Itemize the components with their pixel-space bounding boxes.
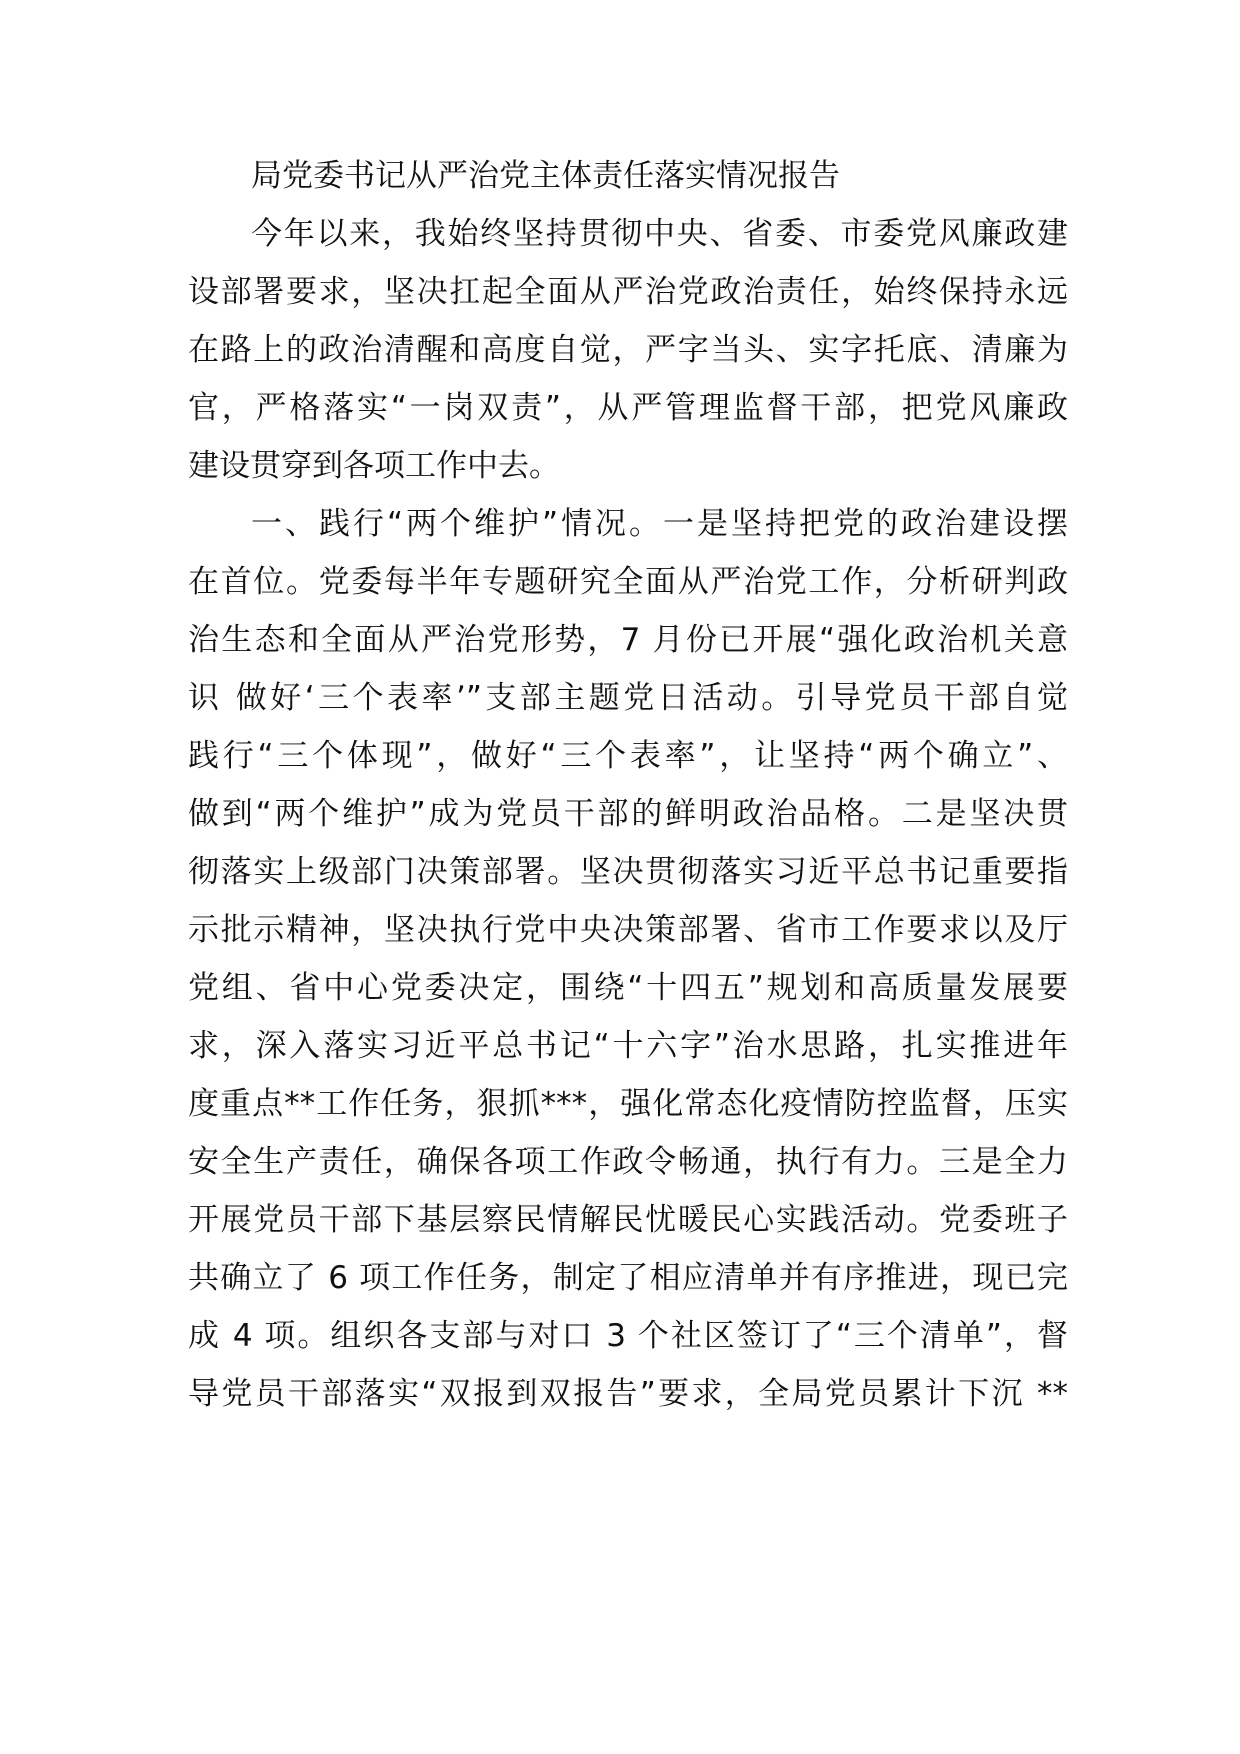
paragraph-2-line-8: 示批示精神，坚决执行党中央决策部署、省市工作要求以及厅 (188, 912, 1068, 948)
paragraph-2-line-1: 一、践行“两个维护”情况。一是坚持把党的政治建设摆 (251, 506, 1068, 542)
paragraph-1-line-1: 今年以来，我始终坚持贯彻中央、省委、市委党风廉政建 (251, 216, 1068, 252)
paragraph-2-line-9: 党组、省中心党委决定，围绕“十四五”规划和高质量发展要 (188, 970, 1068, 1006)
document-title: 局党委书记从严治党主体责任落实情况报告 (251, 158, 840, 194)
paragraph-2-line-10: 求，深入落实习近平总书记“十六字”治水思路，扎实推进年 (188, 1028, 1068, 1064)
paragraph-2-line-3: 治生态和全面从严治党形势，7 月份已开展“强化政治机关意 (188, 622, 1068, 658)
paragraph-2-line-6: 做到“两个维护”成为党员干部的鲜明政治品格。二是坚决贯 (188, 796, 1068, 832)
paragraph-2-line-16: 导党员干部落实“双报到双报告”要求，全局党员累计下沉 ** (188, 1376, 1068, 1412)
paragraph-2-line-2: 在首位。党委每半年专题研究全面从严治党工作，分析研判政 (188, 564, 1068, 600)
paragraph-1-line-4: 官，严格落实“一岗双责”，从严管理监督干部，把党风廉政 (188, 390, 1068, 426)
paragraph-2-line-14: 共确立了 6 项工作任务，制定了相应清单并有序推进，现已完 (188, 1260, 1068, 1296)
paragraph-1-line-2: 设部署要求，坚决扛起全面从严治党政治责任，始终保持永远 (188, 274, 1068, 310)
paragraph-2-line-13: 开展党员干部下基层察民情解民忧暖民心实践活动。党委班子 (188, 1202, 1068, 1238)
paragraph-2-line-4: 识 做好‘三个表率’”支部主题党日活动。引导党员干部自觉 (188, 680, 1068, 716)
paragraph-2-line-12: 安全生产责任，确保各项工作政令畅通，执行有力。三是全力 (188, 1144, 1068, 1180)
paragraph-2-line-7: 彻落实上级部门决策部署。坚决贯彻落实习近平总书记重要指 (188, 854, 1068, 890)
paragraph-1-line-5: 建设贯穿到各项工作中去。 (188, 448, 560, 484)
paragraph-2-line-5: 践行“三个体现”，做好“三个表率”，让坚持“两个确立”、 (188, 738, 1068, 774)
paragraph-1-line-3: 在路上的政治清醒和高度自觉，严字当头、实字托底、清廉为 (188, 332, 1068, 368)
paragraph-2-line-15: 成 4 项。组织各支部与对口 3 个社区签订了“三个清单”，督 (188, 1318, 1068, 1354)
paragraph-2-line-11: 度重点**工作任务，狠抓***，强化常态化疫情防控监督，压实 (188, 1086, 1068, 1122)
